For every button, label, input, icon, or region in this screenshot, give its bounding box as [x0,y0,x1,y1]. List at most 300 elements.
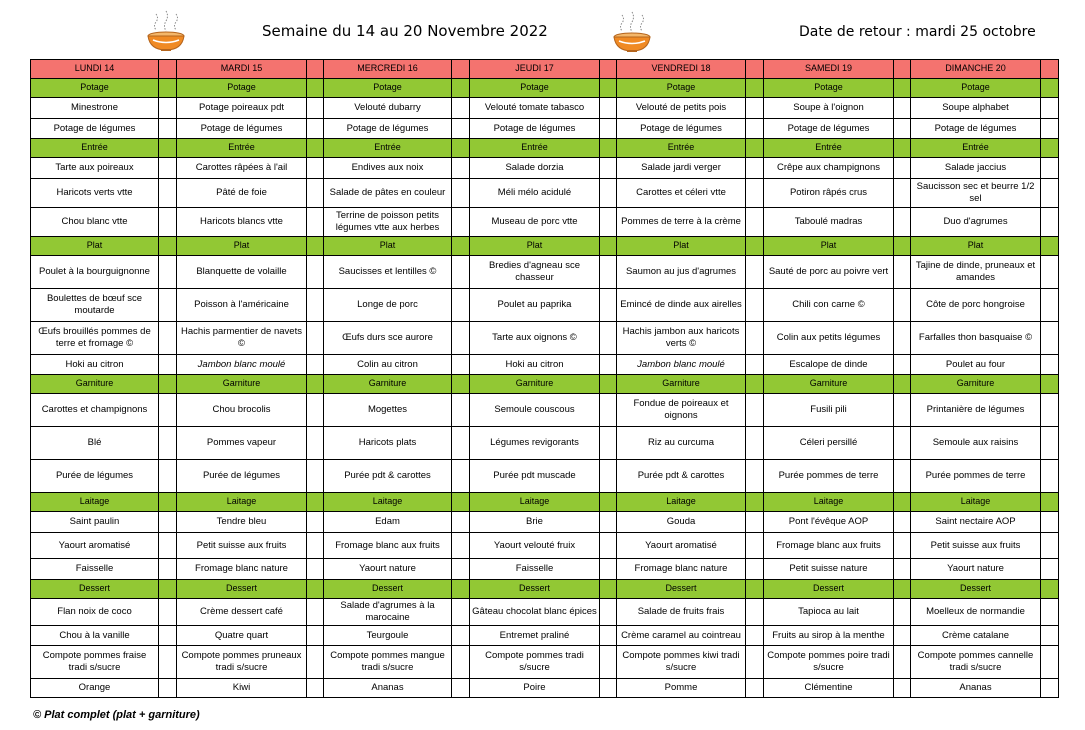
blank-cell [452,559,470,580]
blank-cell [452,394,470,427]
blank-cell [1041,256,1059,289]
menu-item: Sauté de porc au poivre vert [764,256,894,289]
blank-cell [746,355,764,375]
blank-cell [452,355,470,375]
blank-cell [1041,158,1059,179]
blank-cell [894,626,911,646]
blank-cell [746,237,764,256]
menu-item: Œufs durs sce aurore [324,322,452,355]
menu-item: Chou blanc vtte [31,208,159,237]
blank-cell [600,237,617,256]
section-header: Garniture [617,375,746,394]
blank-cell [1041,179,1059,208]
menu-item: Emincé de dinde aux airelles [617,289,746,322]
menu-item: Fromage blanc nature [617,559,746,580]
menu-item: Compote pommes mangue tradi s/sucre [324,646,452,679]
blank-cell [1041,559,1059,580]
menu-item: Mogettes [324,394,452,427]
blank-cell [746,119,764,139]
blank-cell [159,158,177,179]
menu-row [31,599,1059,626]
menu-item: Fusili pili [764,394,894,427]
day-header: LUNDI 14 [31,60,159,79]
blank-cell [452,158,470,179]
menu-item: Taboulé madras [764,208,894,237]
blank-cell [894,355,911,375]
menu-item: Tajine de dinde, pruneaux et amandes [911,256,1041,289]
section-header: Laitage [470,493,600,512]
blank-cell [746,427,764,460]
section-header: Entrée [324,139,452,158]
menu-item: Poisson à l'américaine [177,289,307,322]
menu-item: Haricots verts vtte [31,179,159,208]
blank-cell [746,679,764,698]
blank-cell [1041,599,1059,626]
blank-cell [894,158,911,179]
menu-item: Fondue de poireaux et oignons [617,394,746,427]
menu-item: Yaourt nature [324,559,452,580]
blank-cell [307,580,324,599]
blank-cell [159,427,177,460]
blank-cell [894,493,911,512]
menu-item: Potage poireaux pdt [177,98,307,119]
menu-item: Soupe alphabet [911,98,1041,119]
menu-row [31,256,1059,289]
menu-item: Blanquette de volaille [177,256,307,289]
menu-item: Pâté de foie [177,179,307,208]
menu-item: Purée pdt muscade [470,460,600,493]
blank-cell [159,208,177,237]
blank-cell [452,599,470,626]
menu-item: Fromage blanc aux fruits [764,533,894,559]
menu-item: Salade de fruits frais [617,599,746,626]
section-header: Laitage [764,493,894,512]
menu-item: Riz au curcuma [617,427,746,460]
menu-item: Moelleux de normandie [911,599,1041,626]
menu-item: Salade jaccius [911,158,1041,179]
menu-item: Chou à la vanille [31,626,159,646]
blank-cell [746,139,764,158]
section-header: Plat [764,237,894,256]
day-header: MARDI 15 [177,60,307,79]
section-header-row [31,139,1059,158]
menu-row [31,679,1059,698]
menu-item: Faisselle [470,559,600,580]
menu-item: Potage de légumes [764,119,894,139]
section-header: Dessert [324,580,452,599]
menu-item: Pont l'évêque AOP [764,512,894,533]
menu-item: Poire [470,679,600,698]
blank-cell [159,533,177,559]
blank-cell [452,679,470,698]
section-header: Garniture [324,375,452,394]
menu-item: Fromage blanc aux fruits [324,533,452,559]
blank-cell [600,375,617,394]
menu-item: Colin au citron [324,355,452,375]
menu-row [31,394,1059,427]
blank-cell [600,355,617,375]
menu-item: Museau de porc vtte [470,208,600,237]
section-header: Potage [324,79,452,98]
menu-item: Velouté tomate tabasco [470,98,600,119]
menu-row [31,512,1059,533]
section-header: Laitage [911,493,1041,512]
section-header-row [31,493,1059,512]
blank-cell [600,208,617,237]
blank-cell [159,79,177,98]
blank-cell [746,559,764,580]
blank-cell [452,119,470,139]
menu-item: Ananas [911,679,1041,698]
section-header: Laitage [177,493,307,512]
menu-item: Saint nectaire AOP [911,512,1041,533]
menu-item: Salade d'agrumes à la marocaine [324,599,452,626]
menu-item: Potage de légumes [617,119,746,139]
blank-cell [159,493,177,512]
section-header: Potage [470,79,600,98]
menu-item: Hachis parmentier de navets © [177,322,307,355]
menu-item: Bredies d'agneau sce chasseur [470,256,600,289]
menu-item: Semoule couscous [470,394,600,427]
return-date: Date de retour : mardi 25 octobre [799,24,1036,40]
blank-cell [600,256,617,289]
blank-cell [894,559,911,580]
blank-cell [307,599,324,626]
blank-cell [1041,493,1059,512]
blank-cell [452,533,470,559]
menu-item: Saucisses et lentilles © [324,256,452,289]
menu-item: Potage de légumes [470,119,600,139]
blank-cell [894,60,911,79]
blank-cell [894,98,911,119]
section-header-row [31,375,1059,394]
menu-item: Purée pdt & carottes [324,460,452,493]
blank-cell [307,559,324,580]
section-header: Plat [617,237,746,256]
blank-cell [452,493,470,512]
menu-item: Salade de pâtes en couleur [324,179,452,208]
blank-cell [307,646,324,679]
menu-row [31,559,1059,580]
blank-cell [307,679,324,698]
blank-cell [159,322,177,355]
blank-cell [894,460,911,493]
menu-item: Jambon blanc moulé [177,355,307,375]
section-header: Garniture [470,375,600,394]
blank-cell [894,512,911,533]
section-header: Dessert [470,580,600,599]
menu-item: Crêpe aux champignons [764,158,894,179]
section-header: Potage [617,79,746,98]
blank-cell [452,427,470,460]
blank-cell [894,322,911,355]
menu-item: Œufs brouillés pommes de terre et fromage © [31,322,159,355]
menu-item: Salade dorzia [470,158,600,179]
blank-cell [307,375,324,394]
menu-item: Potage de légumes [31,119,159,139]
menu-item: Pommes de terre à la crème [617,208,746,237]
blank-cell [600,679,617,698]
blank-cell [1041,322,1059,355]
blank-cell [746,375,764,394]
menu-item: Semoule aux raisins [911,427,1041,460]
menu-item: Quatre quart [177,626,307,646]
menu-item: Carottes et champignons [31,394,159,427]
menu-item: Crème dessert café [177,599,307,626]
blank-cell [894,427,911,460]
menu-item: Faisselle [31,559,159,580]
blank-cell [746,646,764,679]
menu-item: Purée pommes de terre [764,460,894,493]
blank-cell [600,322,617,355]
blank-cell [746,460,764,493]
section-header: Entrée [617,139,746,158]
blank-cell [159,375,177,394]
section-header: Potage [764,79,894,98]
blank-cell [307,512,324,533]
menu-row [31,460,1059,493]
menu-item: Terrine de poisson petits légumes vtte aux herbes [324,208,452,237]
blank-cell [600,158,617,179]
blank-cell [600,394,617,427]
blank-cell [452,256,470,289]
menu-item: Purée pommes de terre [911,460,1041,493]
blank-cell [159,559,177,580]
blank-cell [307,626,324,646]
blank-cell [307,179,324,208]
menu-item: Teurgoule [324,626,452,646]
blank-cell [894,289,911,322]
blank-cell [452,139,470,158]
blank-cell [600,646,617,679]
menu-row [31,119,1059,139]
menu-item: Edam [324,512,452,533]
blank-cell [452,98,470,119]
menu-item: Tendre bleu [177,512,307,533]
section-header: Entrée [177,139,307,158]
menu-item: Purée pdt & carottes [617,460,746,493]
section-header-row [31,237,1059,256]
menu-item: Chou brocolis [177,394,307,427]
blank-cell [600,493,617,512]
menu-item: Yaourt nature [911,559,1041,580]
menu-item: Tarte aux poireaux [31,158,159,179]
blank-cell [307,119,324,139]
section-header: Dessert [177,580,307,599]
blank-cell [452,375,470,394]
blank-cell [894,179,911,208]
menu-item: Clémentine [764,679,894,698]
blank-cell [307,493,324,512]
blank-cell [600,512,617,533]
blank-cell [452,289,470,322]
blank-cell [159,460,177,493]
blank-cell [307,289,324,322]
menu-item: Poulet au four [911,355,1041,375]
blank-cell [746,289,764,322]
blank-cell [600,79,617,98]
menu-item: Boulettes de bœuf sce moutarde [31,289,159,322]
menu-item: Jambon blanc moulé [617,355,746,375]
menu-item: Saucisson sec et beurre 1/2 sel [911,179,1041,208]
section-header: Plat [324,237,452,256]
menu-item: Colin aux petits légumes [764,322,894,355]
blank-cell [894,237,911,256]
blank-cell [600,98,617,119]
section-header: Entrée [764,139,894,158]
blank-cell [894,646,911,679]
menu-item: Poulet à la bourguignonne [31,256,159,289]
menu-row [31,427,1059,460]
section-header: Potage [177,79,307,98]
blank-cell [894,119,911,139]
menu-item: Compote pommes kiwi tradi s/sucre [617,646,746,679]
menu-item: Flan noix de coco [31,599,159,626]
section-header: Plat [911,237,1041,256]
blank-cell [307,256,324,289]
blank-cell [159,626,177,646]
section-header: Plat [177,237,307,256]
blank-cell [159,256,177,289]
section-header: Dessert [764,580,894,599]
blank-cell [600,139,617,158]
menu-item: Endives aux noix [324,158,452,179]
blank-cell [1041,355,1059,375]
menu-item: Entremet praliné [470,626,600,646]
menu-item: Légumes revigorants [470,427,600,460]
menu-item: Orange [31,679,159,698]
footnote: © Plat complet (plat + garniture) [33,709,200,721]
blank-cell [1041,289,1059,322]
blank-cell [159,394,177,427]
blank-cell [894,599,911,626]
menu-item: Escalope de dinde [764,355,894,375]
menu-table [30,59,1059,698]
blank-cell [1041,646,1059,679]
menu-item: Salade jardi verger [617,158,746,179]
section-header: Plat [31,237,159,256]
menu-item: Chili con carne © [764,289,894,322]
blank-cell [1041,626,1059,646]
blank-cell [307,533,324,559]
blank-cell [307,460,324,493]
menu-item: Hoki au citron [470,355,600,375]
menu-item: Compote pommes tradi s/sucre [470,646,600,679]
blank-cell [746,179,764,208]
menu-item: Tapioca au lait [764,599,894,626]
menu-item: Velouté dubarry [324,98,452,119]
blank-cell [894,139,911,158]
blank-cell [159,646,177,679]
blank-cell [746,512,764,533]
section-header: Garniture [31,375,159,394]
menu-item: Fromage blanc nature [177,559,307,580]
blank-cell [894,679,911,698]
menu-item: Pomme [617,679,746,698]
blank-cell [452,208,470,237]
blank-cell [746,60,764,79]
blank-cell [600,460,617,493]
section-header: Plat [470,237,600,256]
section-header: Garniture [764,375,894,394]
menu-item: Saumon au jus d'agrumes [617,256,746,289]
menu-item: Saint paulin [31,512,159,533]
menu-row [31,646,1059,679]
blank-cell [159,679,177,698]
menu-item: Compote pommes cannelle tradi s/sucre [911,646,1041,679]
blank-cell [600,599,617,626]
blank-cell [159,98,177,119]
menu-item: Hachis jambon aux haricots verts © [617,322,746,355]
menu-row [31,626,1059,646]
blank-cell [307,98,324,119]
soup-bowl-icon [144,8,188,52]
blank-cell [307,158,324,179]
blank-cell [894,256,911,289]
menu-item: Potage de légumes [177,119,307,139]
menu-item: Soupe à l'oignon [764,98,894,119]
blank-cell [1041,119,1059,139]
blank-cell [307,355,324,375]
menu-item: Carottes et céleri vtte [617,179,746,208]
menu-item: Poulet au paprika [470,289,600,322]
section-header: Garniture [177,375,307,394]
section-header: Entrée [470,139,600,158]
section-header: Laitage [324,493,452,512]
blank-cell [1041,98,1059,119]
section-header: Potage [31,79,159,98]
blank-cell [307,427,324,460]
blank-cell [600,60,617,79]
blank-cell [452,580,470,599]
blank-cell [746,626,764,646]
menu-item: Purée de légumes [177,460,307,493]
blank-cell [307,79,324,98]
blank-cell [452,322,470,355]
menu-item: Crème catalane [911,626,1041,646]
menu-item: Blé [31,427,159,460]
blank-cell [600,119,617,139]
menu-item: Purée de légumes [31,460,159,493]
day-header-row [31,60,1059,79]
menu-item: Ananas [324,679,452,698]
blank-cell [894,375,911,394]
blank-cell [159,289,177,322]
blank-cell [600,427,617,460]
section-header: Garniture [911,375,1041,394]
day-header: DIMANCHE 20 [911,60,1041,79]
menu-item: Compote pommes fraise tradi s/sucre [31,646,159,679]
blank-cell [1041,60,1059,79]
blank-cell [894,533,911,559]
blank-cell [159,119,177,139]
section-header: Dessert [31,580,159,599]
menu-item: Yaourt aromatisé [31,533,159,559]
blank-cell [307,237,324,256]
section-header-row [31,79,1059,98]
menu-item: Petit suisse aux fruits [177,533,307,559]
menu-item: Potiron râpés crus [764,179,894,208]
blank-cell [1041,460,1059,493]
menu-row [31,355,1059,375]
menu-item: Tarte aux oignons © [470,322,600,355]
menu-row [31,98,1059,119]
blank-cell [159,60,177,79]
blank-cell [600,580,617,599]
blank-cell [452,460,470,493]
blank-cell [452,646,470,679]
menu-item: Compote pommes pruneaux tradi s/sucre [177,646,307,679]
